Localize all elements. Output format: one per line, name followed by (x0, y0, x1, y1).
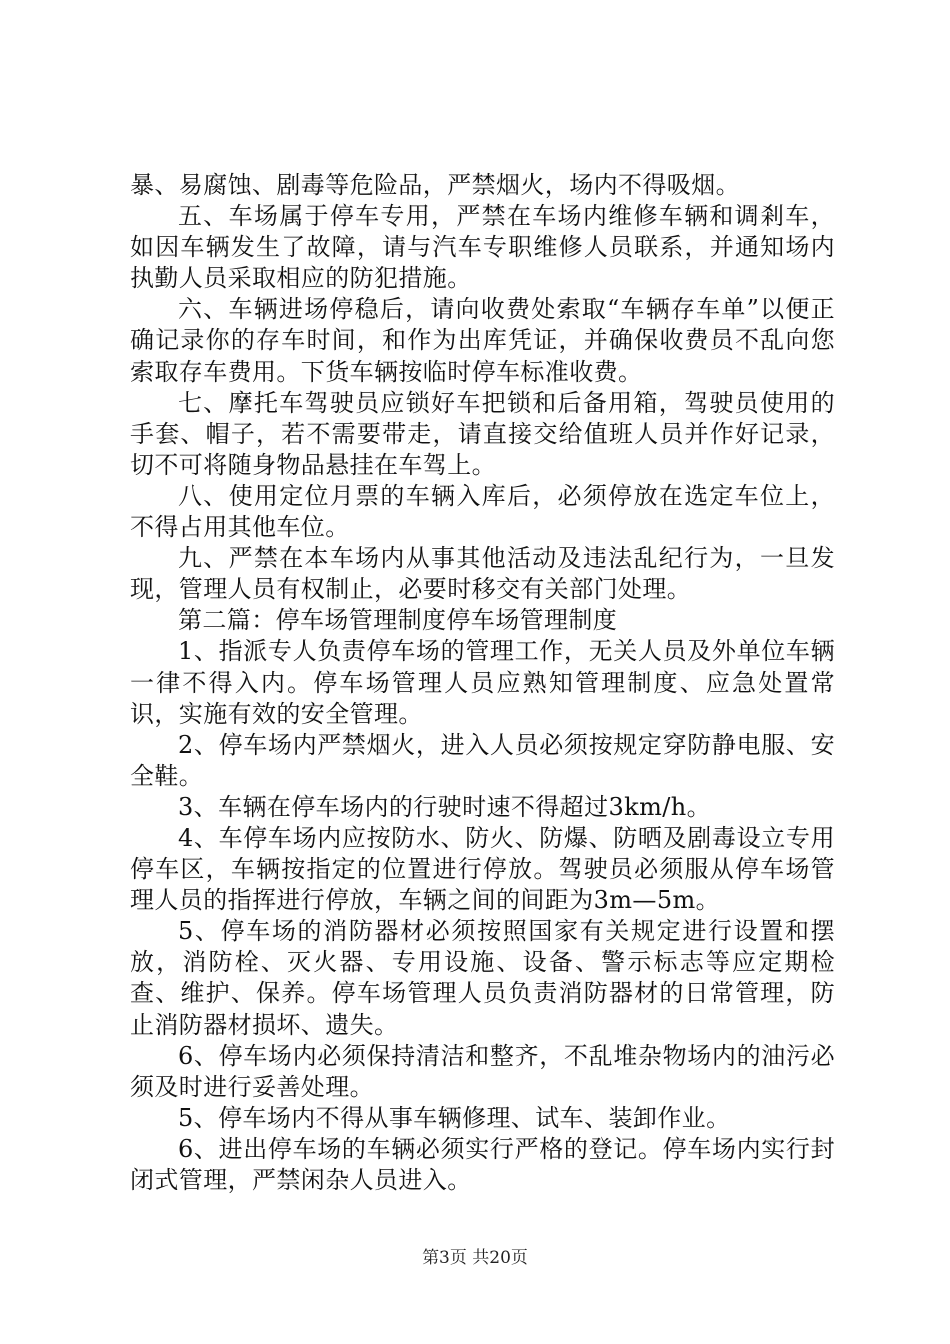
paragraph: 暴、易腐蚀、剧毒等危险品，严禁烟火，场内不得吸烟。 (130, 171, 740, 199)
paragraph: 1、指派专人负责停车场的管理工作，无关人员及外单位车辆一律不得入内。停车场管理人员应熟知管理制度、应急处置常识，实施有效的安全管理。 (130, 637, 835, 728)
paragraph: 4、车停车场内应按防水、防火、防爆、防晒及剧毒设立专用停车区，车辆按指定的位置进行停放。驾驶员必须服从停车场管理人员的指挥进行停放，车辆之间的间距为3m—5m。 (130, 823, 835, 915)
paragraph: 5、停车场内不得从事车辆修理、试车、装卸作业。 (178, 1103, 731, 1132)
paragraph: 五、车场属于停车专用，严禁在车场内维修车辆和调剎车，如因车辆发生了故障，请与汽车专职维修人员联系，并通知场内执勤人员采取相应的防犯措施。 (130, 202, 835, 293)
paragraph: 6、停车场内必须保持清洁和整齐，不乱堆杂物场内的油污必须及时进行妥善处理。 (130, 1041, 835, 1101)
page-footer: 第3页 共20页 (422, 1248, 528, 1268)
section-heading: 第二篇：停车场管理制度停车场管理制度 (178, 606, 618, 635)
paragraph: 5、停车场的消防器材必须按照国家有关规定进行设置和摆放，消防栓、灭火器、专用设施、设备、警示标志等应定期检查、维护、保养。停车场管理人员负责消防器材的日常管理，防止消防器材损坏、遗失。 (130, 917, 835, 1039)
paragraph: 6、进出停车场的车辆必须实行严格的登记。停车场内实行封闭式管理，严禁闲杂人员进入。 (130, 1134, 835, 1194)
paragraph: 2、停车场内严禁烟火，进入人员必须按规定穿防静电服、安全鞋。 (130, 730, 835, 790)
paragraph: 九、严禁在本车场内从事其他活动及违法乱纪行为，一旦发现，管理人员有权制止，必要时移交有关部门处理。 (130, 544, 835, 604)
paragraph: 七、摩托车驾驶员应锁好车把锁和后备用箱，驾驶员使用的手套、帽子，若不需要带走，请直接交给值班人员并作好记录，切不可将随身物品悬挂在车驾上。 (130, 388, 835, 479)
document-body (130, 170, 835, 1196)
paragraph: 3、车辆在停车场内的行驶时速不得超过3km/h。 (178, 792, 711, 821)
paragraph: 八、使用定位月票的车辆入库后，必须停放在选定车位上，不得占用其他车位。 (130, 481, 835, 542)
paragraph: 六、车辆进场停稳后，请向收费处索取“车辆存车单”以便正确记录你的存车时间，和作为出库凭证，并确保收费员不乱向您索取存车费用。下货车辆按临时停车标准收费。 (130, 295, 835, 386)
